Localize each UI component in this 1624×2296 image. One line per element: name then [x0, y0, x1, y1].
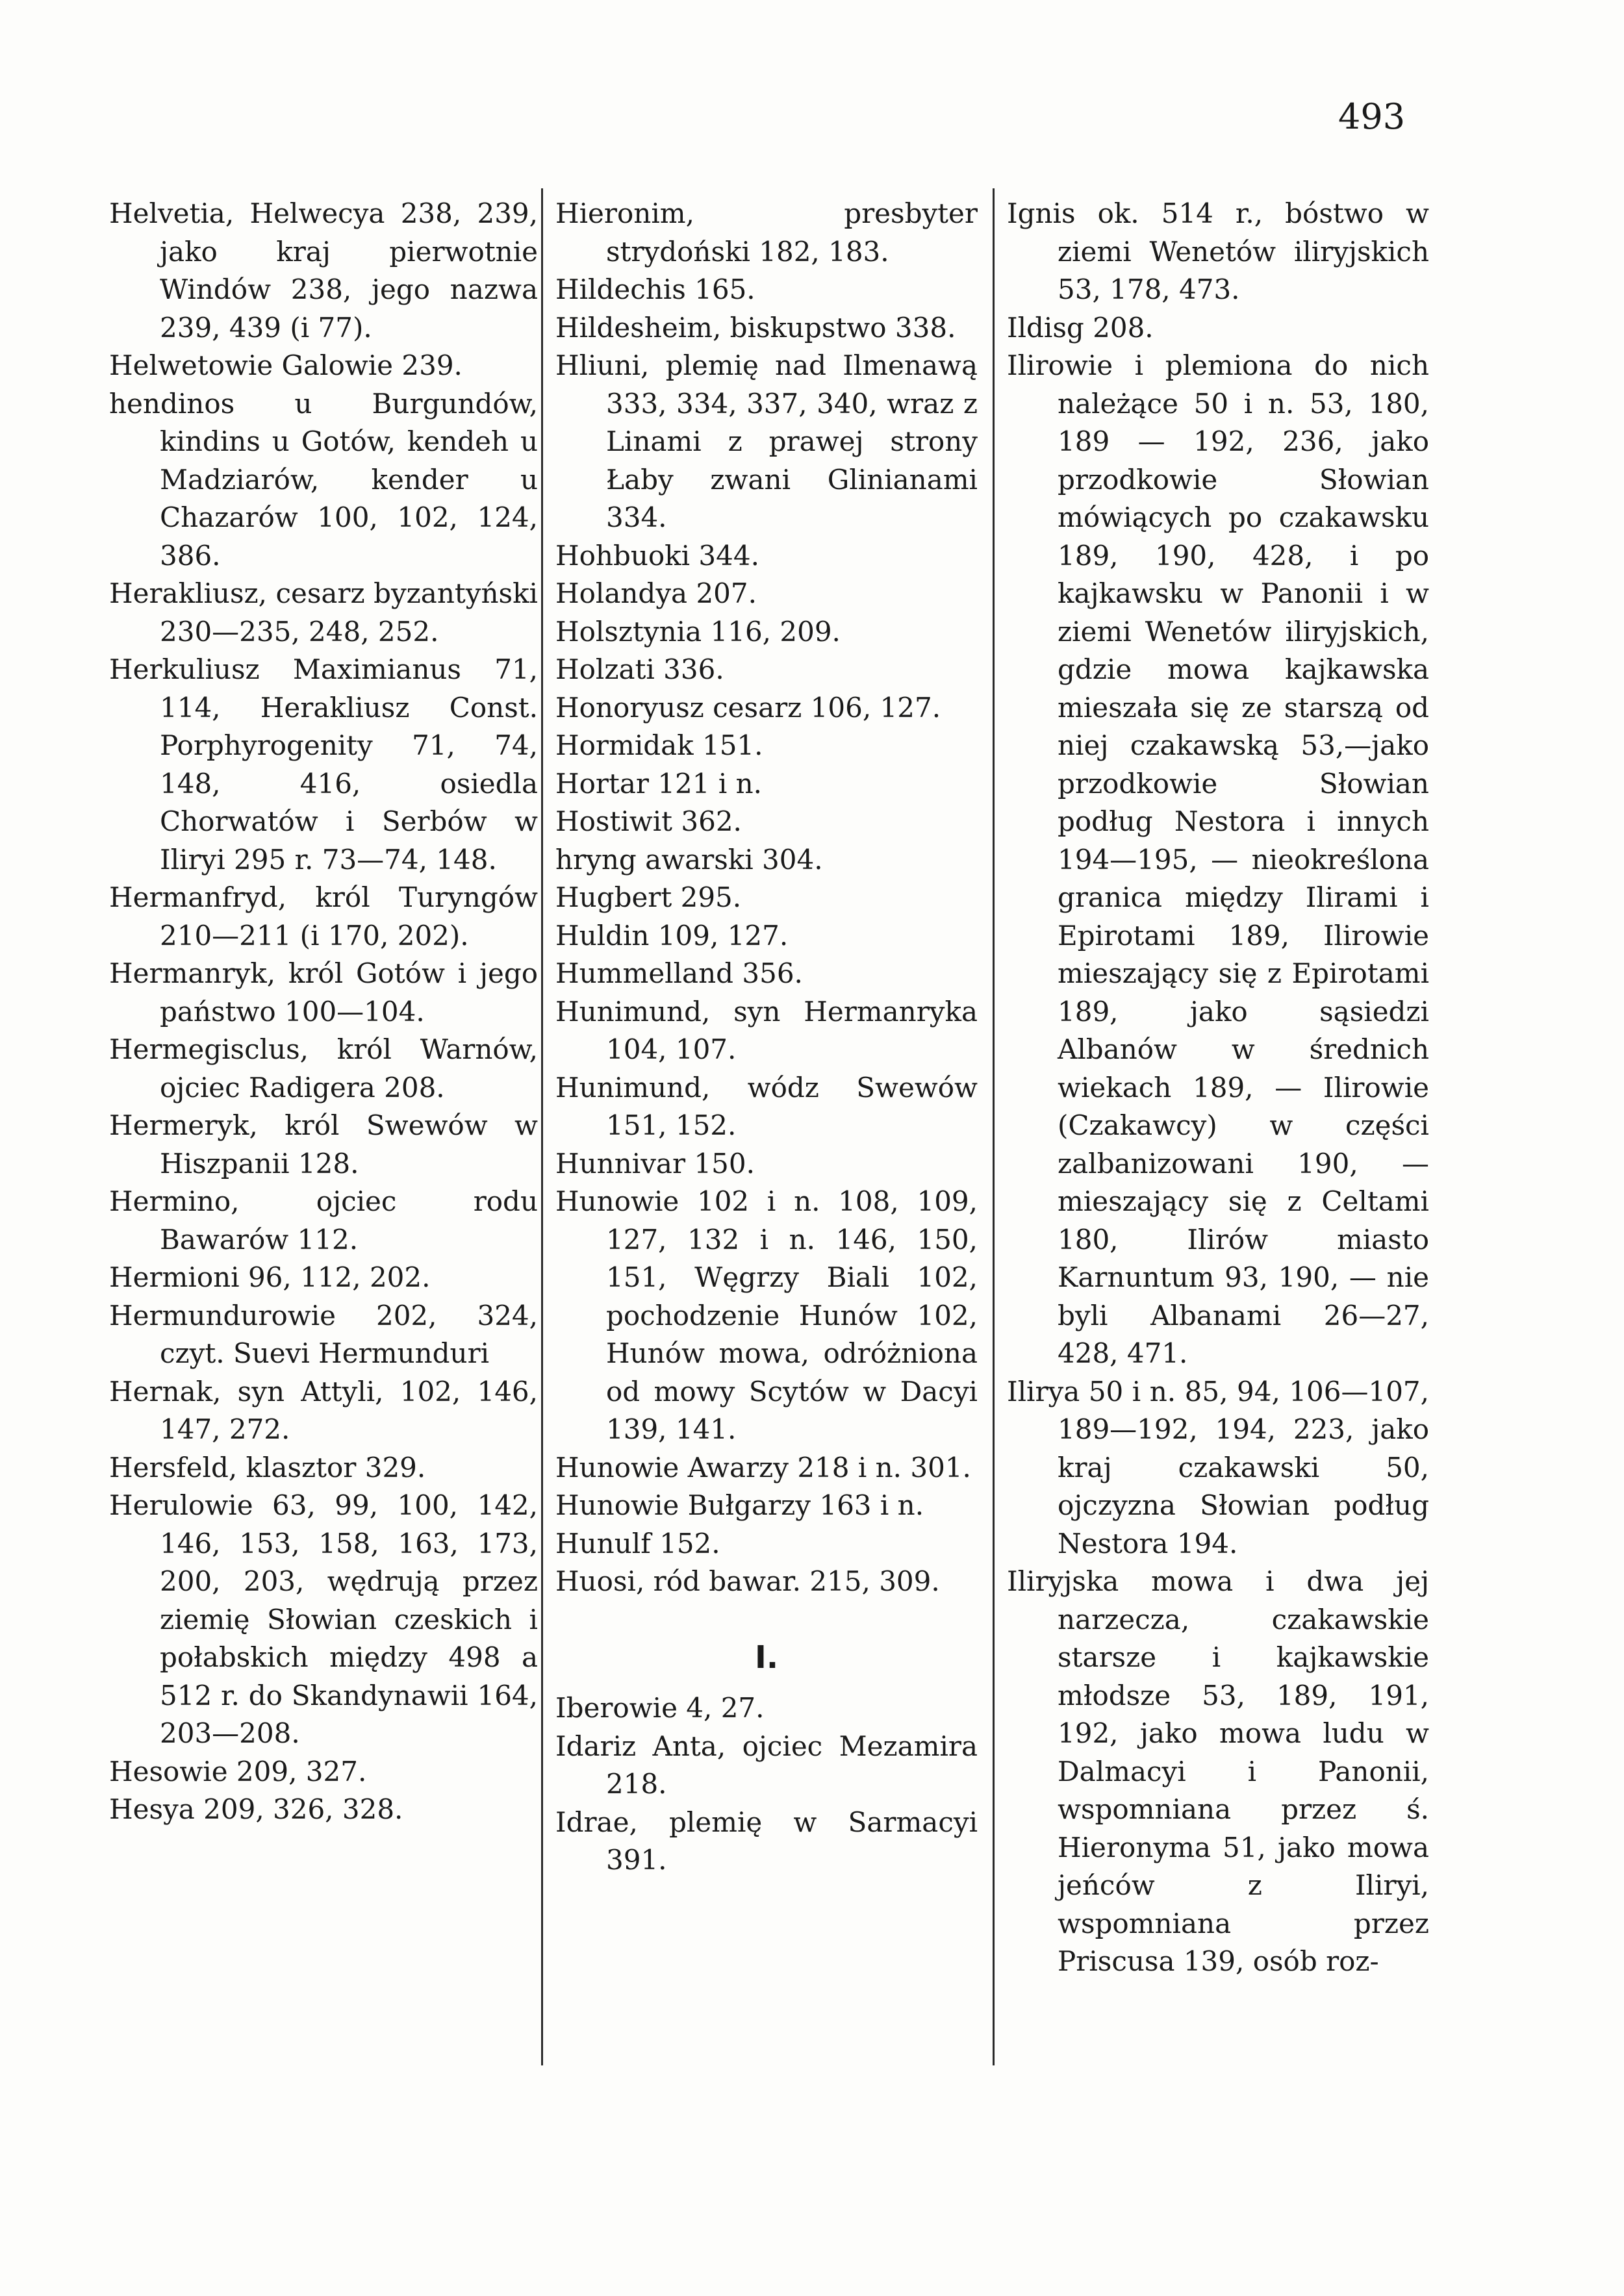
index-entry: Ignis ok. 514 r., bóstwo w ziemi Wenetów iliryjskich 53, 178, 473.	[1007, 197, 1429, 305]
column-divider	[541, 188, 543, 2065]
index-entry: Hermioni 96, 112, 202.	[109, 1261, 431, 1293]
page-number: 493	[1338, 96, 1406, 137]
index-entry: Hostiwit 362.	[555, 805, 742, 837]
index-entry: Hortar 121 i n.	[555, 767, 763, 800]
index-entry: Hildechis 165.	[555, 273, 755, 305]
section-heading-i: I.	[754, 1639, 779, 1676]
index-entry: Hunulf 152.	[555, 1527, 720, 1559]
index-entry: Huldin 109, 127.	[555, 919, 789, 952]
index-entry: Hunowie 102 i n. 108, 109, 127, 132 i n. 146, 150, 151, Węgrzy Biali 102, pochodzenie Hunów 102, Hunów mowa, odróżniona od mowy Scytów w Dacyi 139, 141.	[555, 1185, 978, 1445]
index-entry: Herkuliusz Maximianus 71, 114, Herakliusz Const. Porphyrogenity 71, 74, 148, 416, osiedla Chorwatów i Serbów w Iliryi 295 r. 73—74, 148.	[109, 653, 538, 876]
index-entry: Hermundurowie 202, 324, czyt. Suevi Hermunduri	[109, 1299, 538, 1369]
index-entry: Hunimund, syn Hermanryka 104, 107.	[555, 995, 978, 1065]
index-entry: Hesya 209, 326, 328.	[109, 1793, 403, 1825]
index-entry: Hernak, syn Attyli, 102, 146, 147, 272.	[109, 1375, 538, 1445]
index-entry: Hermanfryd, król Turyngów 210—211 (i 170, 202).	[109, 881, 538, 952]
index-entry: Hermegisclus, król Warnów, ojciec Radigera 208.	[109, 1033, 538, 1104]
index-entry: Ilirya 50 i n. 85, 94, 106—107, 189—192, 194, 223, jako kraj czakawski 50, ojczyzna Słowian podług Nestora 194.	[1007, 1375, 1429, 1559]
index-entry: Huosi, ród bawar. 215, 309.	[555, 1565, 940, 1597]
index-entry: Hliuni, plemię nad Ilmenawą 333, 334, 337, 340, wraz z Linami z prawej strony Łaby zwani Glinianami 334.	[555, 349, 978, 533]
index-entry: Hugbert 295.	[555, 881, 742, 913]
index-entry: Hunowie Awarzy 218 i n. 301.	[555, 1451, 971, 1483]
index-entry: hendinos u Burgundów, kindins u Gotów, kendeh u Madziarów, kender u Chazarów 100, 102, 124, 386.	[109, 387, 538, 572]
index-entry: Hermeryk, król Swewów w Hiszpanii 128.	[109, 1109, 538, 1180]
index-entry: Holsztynia 116, 209.	[555, 615, 841, 648]
index-entry: Helwetowie Galowie 239.	[109, 349, 463, 381]
index-entry: Idrae, plemię w Sarmacyi 391.	[555, 1806, 978, 1876]
index-entry: Holzati 336.	[555, 653, 724, 685]
index-column-2	[555, 195, 978, 1880]
index-entry: Herakliusz, cesarz byzantyński 230—235, 248, 252.	[109, 577, 538, 648]
index-entry: Hieronim, presbyter strydoński 182, 183.	[555, 197, 978, 268]
index-entry: Ilirowie i plemiona do nich należące 50 i n. 53, 180, 189 — 192, 236, jako przodkowie Słowian mówiących po czakawsku 189, 190, 428, i po kajkawsku w Panonii i w ziemi Wenetów iliryjskich, gdzie mowa kajkawska mieszała się ze starszą od niej czakawską 53,—jako przodkowie Słowian podług Nestora i innych 194—195, — nieokreślona granica między Ilirami i Epirotami 189, Ilirowie mieszający się z Epirotami 189, jako sąsiedzi Albanów w średnich wiekach 189, — Ilirowie (Czakawcy) w części zalbanizowani 190, — mieszający się z Celtami 180, Ilirów miasto Karnuntum 93, 190, — nie byli Albanami 26—27, 428, 471.	[1007, 349, 1429, 1369]
index-entry: Hohbuoki 344.	[555, 539, 759, 572]
index-entry: Hormidak 151.	[555, 729, 763, 761]
index-entry: Helvetia, Helwecya 238, 239, jako kraj pierwotnie Windów 238, jego nazwa 239, 439 (i 77).	[109, 197, 538, 344]
index-entry: hryng awarski 304.	[555, 843, 823, 876]
index-entry: Holandya 207.	[555, 577, 757, 609]
index-entry: Herulowie 63, 99, 100, 142, 146, 153, 158, 163, 173, 200, 203, wędrują przez ziemię Słowian czeskich i połabskich między 498 a 512 r. do Skandynawii 164, 203—208.	[109, 1489, 538, 1749]
index-entry: Hermino, ojciec rodu Bawarów 112.	[109, 1185, 538, 1255]
index-entry: Hersfeld, klasztor 329.	[109, 1451, 426, 1483]
index-entry: Hunimund, wódz Swewów 151, 152.	[555, 1071, 978, 1141]
index-entry: Hildesheim, biskupstwo 338.	[555, 311, 956, 344]
column-divider	[993, 188, 995, 2065]
index-entry: Hunnivar 150.	[555, 1147, 755, 1180]
index-entry: Ildisg 208.	[1007, 311, 1154, 344]
index-entry: Hesowie 209, 327.	[109, 1755, 367, 1787]
index-column-1	[109, 195, 538, 1829]
index-column-3	[1007, 195, 1429, 1981]
index-entry: Iliryjska mowa i dwa jej narzecza, czakawskie starsze i kajkawskie młodsze 53, 189, 191, 192, jako mowa ludu w Dalmacyi i Panonii, wspomniana przez ś. Hieronyma 51, jako mowa jeńców z Iliryi, wspomniana przez Priscusa 139, osób roz-	[1007, 1565, 1429, 1977]
index-entry: Iberowie 4, 27.	[555, 1692, 765, 1724]
index-entry: Honoryusz cesarz 106, 127.	[555, 691, 941, 724]
index-entry: Idariz Anta, ojciec Mezamira 218.	[555, 1730, 978, 1800]
index-entry: Hummelland 356.	[555, 957, 803, 989]
index-entry: Hunowie Bułgarzy 163 i n.	[555, 1489, 924, 1521]
index-entry: Hermanryk, król Gotów i jego państwo 100—104.	[109, 957, 538, 1028]
